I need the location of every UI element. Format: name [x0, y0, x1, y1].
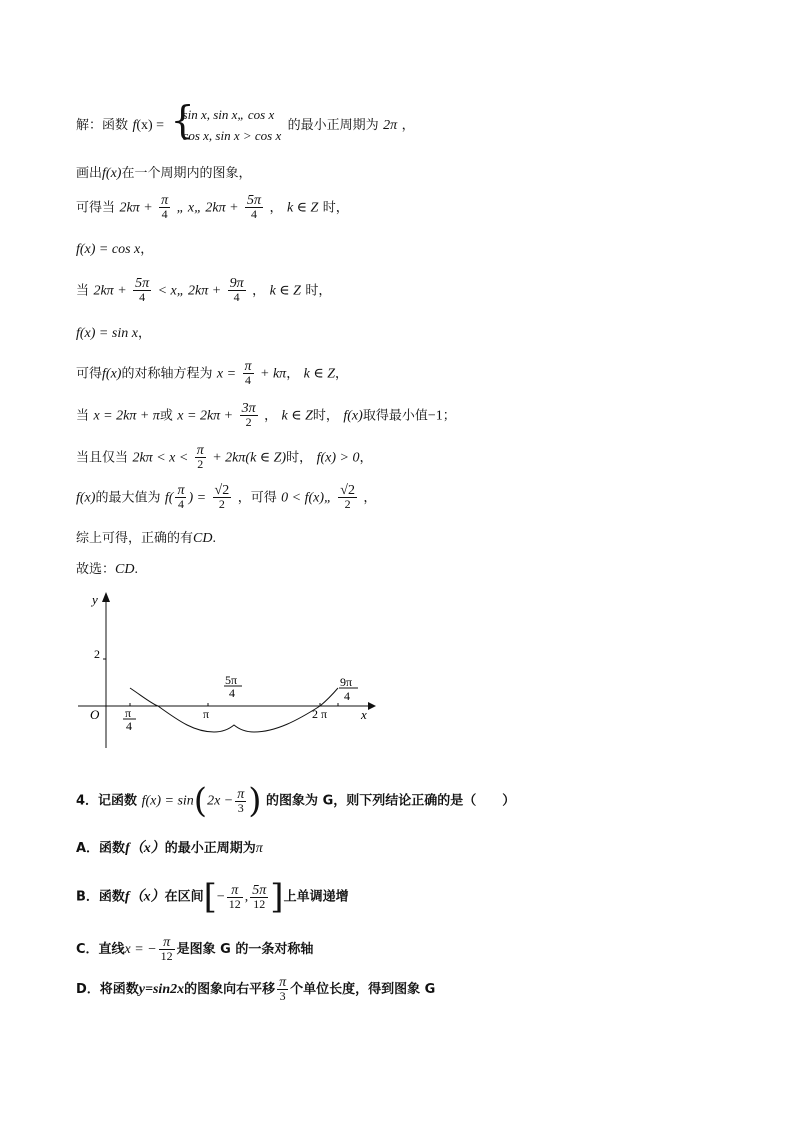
- x-tick-9pi4-den: 4: [344, 689, 350, 703]
- text: 解：函数: [76, 118, 129, 133]
- option-text: 的图象向右平移: [184, 982, 276, 997]
- right-paren: ): [248, 781, 262, 821]
- option-label: B．函数: [76, 889, 125, 905]
- x-tick-2pi-label: 2 π: [312, 707, 328, 721]
- math: < x„ 2kπ +: [157, 283, 222, 299]
- x-axis-arrow-icon: [368, 702, 376, 710]
- math: f(x) = cos x: [76, 242, 141, 257]
- fraction: [195, 444, 206, 471]
- question-text: 的图象为 G，则下列结论正确的是（ ）: [266, 793, 516, 809]
- text: ，: [137, 326, 151, 341]
- option-label: D．将函数: [76, 982, 139, 997]
- text: 综上可得，正确的有: [76, 531, 194, 546]
- text: 当且仅当: [76, 450, 129, 466]
- option-a: [76, 842, 263, 856]
- math: f（x）: [125, 841, 165, 856]
- solution-line-4: [76, 242, 153, 257]
- comma: ,: [244, 889, 249, 905]
- fraction: [243, 360, 254, 387]
- math: f(: [164, 490, 174, 506]
- solution-line-7: [76, 360, 348, 387]
- math: f(x) = sin: [141, 793, 194, 809]
- fraction: [277, 976, 288, 1003]
- function-graph: [70, 588, 390, 758]
- math: k ∈ Z: [286, 200, 319, 216]
- question-4: [76, 781, 516, 821]
- case-1: sin x, sin x„ cos x: [182, 107, 275, 122]
- solution-line-9: [76, 444, 372, 471]
- x-tick-5pi4-num: 5π: [225, 673, 238, 687]
- math: f（x）: [124, 889, 165, 905]
- text: ，: [269, 200, 283, 216]
- numerator: π: [177, 483, 185, 498]
- denominator: 2: [197, 457, 204, 471]
- denominator: 3: [279, 989, 286, 1003]
- fraction: [227, 884, 243, 911]
- denominator: 12: [228, 896, 241, 911]
- text: .: [134, 562, 138, 577]
- math: 2kπ +: [93, 283, 127, 299]
- piecewise-definition: [170, 98, 282, 146]
- text: 在一个周期内的图象，: [121, 166, 252, 181]
- text: 当: [76, 408, 90, 424]
- origin-label: O: [90, 707, 100, 722]
- solution-line-10: [76, 484, 376, 511]
- text: ；: [442, 408, 456, 424]
- math: 2x −: [207, 793, 234, 809]
- x-tick-pi4-den: 4: [126, 719, 132, 733]
- option-text: 是图象 G 的一条对称轴: [176, 942, 314, 957]
- solution-line-2: [76, 166, 251, 181]
- option-c: [76, 936, 313, 963]
- solution-line-12: [76, 562, 138, 577]
- text: ，: [264, 408, 278, 424]
- math: CD: [115, 562, 135, 577]
- option-label: A．函数: [76, 841, 126, 856]
- math: k ∈ Z: [281, 408, 313, 424]
- text: 取得最小值: [362, 408, 428, 424]
- solution-line-11: [76, 531, 216, 546]
- brace-icon: {: [170, 98, 195, 142]
- option-b: [76, 877, 349, 917]
- fraction: [235, 788, 246, 815]
- math: k ∈ Z: [269, 283, 301, 299]
- numerator: π: [159, 936, 175, 950]
- math: + 2kπ(k ∈ Z): [212, 450, 287, 466]
- text: ，可得: [237, 490, 277, 506]
- math: f(x): [102, 366, 122, 382]
- text: 当: [76, 283, 90, 299]
- math: k ∈ Z: [303, 366, 336, 382]
- denominator: 3: [237, 800, 244, 815]
- numerator: π: [196, 443, 204, 458]
- text: ，: [359, 450, 373, 466]
- option-label: C．直线: [76, 942, 125, 957]
- text: 画出: [76, 166, 103, 181]
- math: −1: [427, 408, 443, 424]
- text: ，: [140, 242, 154, 257]
- denominator: 4: [177, 497, 184, 511]
- left-bracket: [: [203, 877, 217, 917]
- text: 的最大值为: [95, 490, 161, 506]
- fraction: [245, 194, 263, 221]
- text: ，: [252, 283, 266, 299]
- option-d: [76, 976, 435, 1003]
- x-axis-label: x: [361, 707, 367, 722]
- left-paren: (: [193, 781, 208, 821]
- right-bracket: ]: [270, 877, 284, 917]
- math: 2kπ +: [119, 200, 153, 216]
- numerator: 5π: [247, 193, 262, 208]
- math: 2kπ < x <: [132, 450, 189, 466]
- fraction: [159, 194, 170, 221]
- solution-line-8: [76, 402, 456, 429]
- fraction: [338, 484, 357, 511]
- fraction: [175, 484, 186, 511]
- denominator: 12: [253, 896, 266, 911]
- text: 时，: [305, 283, 332, 299]
- y-tick-label-2: 2: [94, 647, 100, 661]
- option-text: 的最小正周期为: [164, 841, 256, 856]
- denominator: 2: [218, 497, 225, 511]
- numerator: 5π: [252, 882, 267, 898]
- denominator: 2: [344, 497, 351, 511]
- numerator: 5π: [135, 276, 150, 291]
- math: + kπ: [260, 366, 287, 382]
- numerator: π: [161, 193, 169, 208]
- denominator: 4: [161, 207, 168, 221]
- math: f(x) = sin x: [76, 326, 138, 341]
- math: x =: [216, 366, 237, 382]
- case-2: cos x, sin x > cos x: [182, 128, 282, 143]
- numerator: 9π: [229, 276, 244, 291]
- text: 的对称轴方程为: [121, 366, 213, 382]
- text: ，: [401, 118, 415, 133]
- x-tick-pi-label: π: [203, 707, 210, 721]
- math: f(x): [343, 408, 363, 424]
- math: f(x): [102, 166, 122, 181]
- fraction: [240, 402, 258, 429]
- x-tick-9pi4-num: 9π: [340, 675, 353, 689]
- text: 时，: [312, 408, 339, 424]
- math: „ x„ 2kπ +: [176, 200, 239, 216]
- y-axis-arrow-icon: [102, 592, 110, 602]
- option-text: 上单调递增: [283, 889, 349, 905]
- fraction: [213, 484, 232, 511]
- math: f: [132, 118, 137, 133]
- numerator: π: [279, 975, 287, 990]
- math: (x) =: [136, 118, 165, 133]
- math: π: [255, 841, 263, 856]
- math: x = −: [124, 942, 157, 957]
- x-tick-pi4-num: π: [125, 706, 132, 720]
- text: ，: [335, 366, 349, 382]
- numerator: π: [244, 359, 252, 374]
- text: 时，: [286, 450, 313, 466]
- text: ，: [286, 366, 300, 382]
- x-tick-5pi4-den: 4: [229, 686, 235, 700]
- math: ) =: [188, 490, 207, 506]
- text: 的最小正周期为: [287, 118, 379, 133]
- solution-line-6: [76, 326, 151, 341]
- numerator: √2: [340, 483, 355, 498]
- text: 故选：: [76, 562, 116, 577]
- solution-line-3: [76, 194, 349, 221]
- solution-line-1: [76, 98, 415, 146]
- question-number: 4．记函数: [76, 793, 138, 809]
- text: 或: [159, 408, 173, 424]
- math: CD: [193, 531, 213, 546]
- denominator: 4: [245, 373, 252, 387]
- numerator: √2: [214, 483, 230, 498]
- math: f(x) > 0: [316, 450, 360, 466]
- denominator: 2: [245, 415, 252, 429]
- fraction: [133, 277, 151, 304]
- math: y=sin2x: [138, 982, 185, 997]
- minus-sign: −: [216, 889, 225, 905]
- fraction: [228, 277, 246, 304]
- option-text: 在区间: [164, 889, 204, 905]
- denominator: 12: [160, 949, 173, 963]
- option-text: 个单位长度，得到图象 G: [290, 982, 436, 997]
- text: .: [212, 531, 216, 546]
- math: 2π: [383, 118, 398, 133]
- math: x = 2kπ + π: [93, 408, 160, 424]
- math: 0 < f(x)„: [281, 490, 332, 506]
- text: 可得当: [76, 200, 116, 216]
- math: x = 2kπ +: [177, 408, 234, 424]
- solution-line-5: [76, 277, 331, 304]
- denominator: 4: [251, 207, 257, 221]
- denominator: 4: [139, 290, 146, 304]
- text: 时，: [322, 200, 349, 216]
- numerator: 3π: [241, 401, 256, 416]
- math: f(x): [76, 490, 96, 506]
- numerator: π: [227, 884, 243, 898]
- fraction: [159, 936, 175, 963]
- text: ，: [363, 490, 377, 506]
- denominator: 4: [233, 290, 240, 304]
- fraction: [250, 884, 268, 911]
- numerator: π: [237, 786, 245, 802]
- y-axis-label: y: [92, 592, 98, 607]
- text: 可得: [76, 366, 103, 382]
